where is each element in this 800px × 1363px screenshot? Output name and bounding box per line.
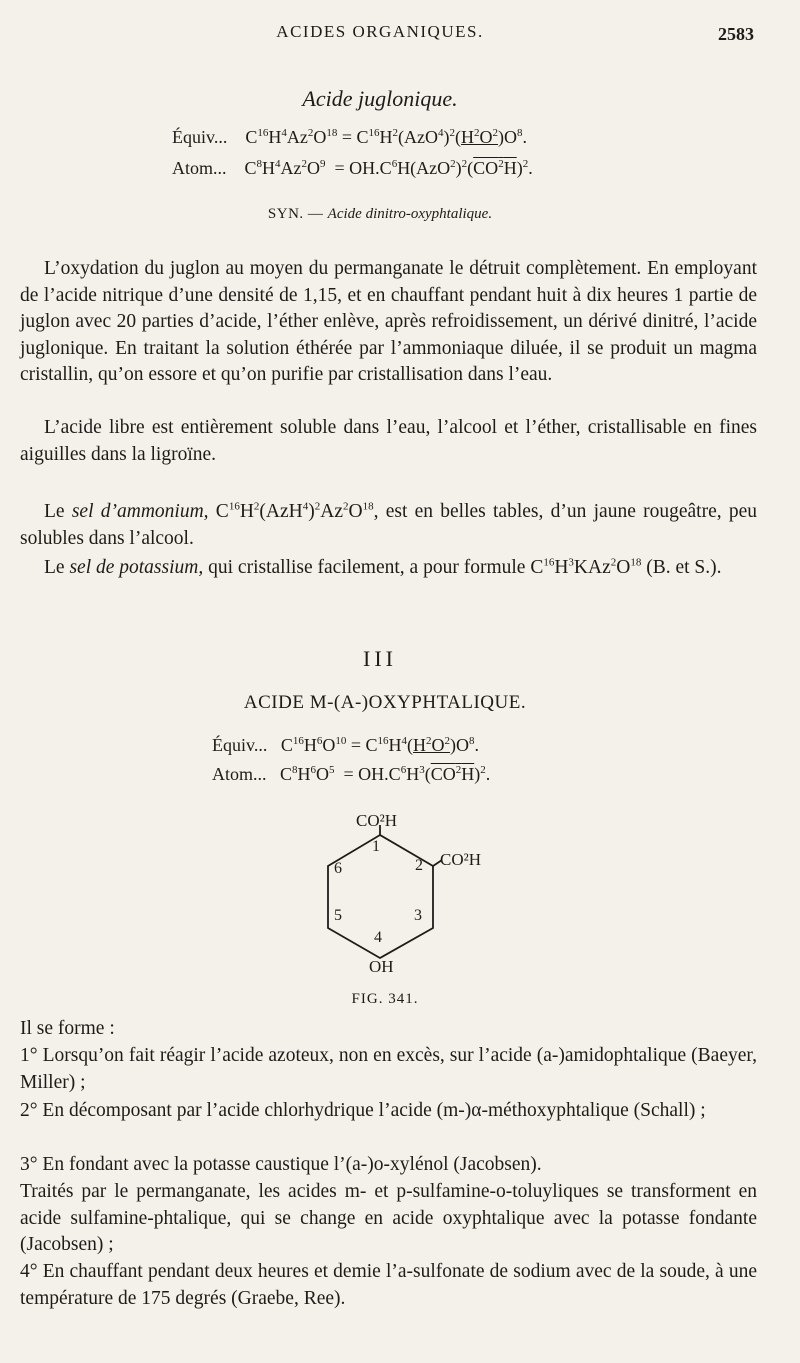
list-item: 4° En chauffant pendant deux heures et demie l’a-sulfonate de sodium avec de la soude, à une température de 175 degrés (Graebe, Ree).	[20, 1261, 757, 1309]
paragraph-oxydation: L’oxydation du juglon au moyen du permanganate le détruit complètement. En employant de l’acide nitrique d’une densité de 1,15, et en chauffant pendant huit à dix heures 1 partie de juglon avec 20 parties d’acide, l’éther enlève, après refroidissement, un dérivé dinitré, l’acide juglonique. En traitant la solution éthérée par l’ammoniaque diluée, il se produit un magma cristallin, qu’on essore et qu’on purifie par cristallisation dans l’eau.	[20, 258, 757, 385]
figure-caption: FIG. 341.	[351, 991, 419, 1007]
term-sel-ammonium: sel d’ammonium,	[71, 501, 209, 522]
list-item: Traités par le permanganate, les acides m- et p-sulfamine-o-toluyliques se transforment en acide sulfamine-phtalique, qui se change en acide oxyphtalique avec la potasse fondante (Jacobsen) ;	[20, 1181, 757, 1255]
equiv-label: Équiv...	[172, 127, 228, 147]
intro-line: Il se forme :	[20, 1018, 115, 1039]
running-head	[0, 22, 800, 48]
benzene-ring	[328, 835, 433, 958]
section-numeral: III	[363, 646, 397, 671]
section-title-oxyphtalique: ACIDE M-(A-)OXYPHTALIQUE.	[243, 692, 527, 713]
paragraph-sel-ammonium: Le sel d’ammonium, $C^{16}H^2(AzH^4)^2Az^2O^{18}$, est en belles tables, d’un jaune rougeâtre, peu solubles dans l’alcool.	[20, 500, 758, 549]
equiv-formula: $C^{16}H^4Az^2O^{18} = C^{16}H^2(AzO^4)^2(H^2O^2)O^8$.	[231, 127, 527, 147]
equiv-formula-row	[172, 127, 527, 148]
equiv-formula-2: $C^{16}H^6O^{10} = C^{16}H^4(H^2O^2)O^8$.	[271, 735, 480, 755]
equiv-formula-row-2	[212, 735, 479, 756]
equiv-label-2: Équiv...	[212, 735, 268, 755]
group-top-co2h: CO²H	[356, 811, 397, 830]
paragraph-sel-potassium: Le sel de potassium, qui cristallise facilement, a pour formule $C^{16}H^3KAz^2O^{18}$ (B. et S.).	[44, 556, 722, 578]
atom-formula-row-2	[212, 764, 490, 785]
atom-formula-2: $C^8H^6O^5 = OH.C^6H^3(CO^2H)^2$.	[271, 764, 491, 784]
list-item: 1° Lorsqu’on fait réagir l’acide azoteux, non en excès, sur l’acide (a-)amidophtalique (Baeyer, Miller) ;	[20, 1045, 757, 1093]
ring-position-6: 6	[334, 860, 342, 877]
synonym-prefix: SYN. —	[267, 206, 324, 222]
synonym-line	[0, 206, 760, 223]
running-title: ACIDES ORGANIQUES.	[276, 22, 484, 41]
term-sel-potassium: sel de potassium,	[69, 557, 204, 578]
list-item: 2° En décomposant par l’acide chlorhydrique l’acide (m-)α-méthoxyphtalique (Schall) ;	[20, 1100, 706, 1121]
section-title-juglonique: Acide juglonique.	[302, 86, 458, 111]
synonym-text: Acide dinitro-oxyphtalique.	[327, 206, 493, 222]
group-bottom-oh: OH	[369, 957, 394, 976]
bond-side-substituent	[433, 860, 442, 866]
ring-position-5: 5	[334, 907, 342, 924]
page-number: 2583	[718, 24, 754, 44]
group-side-co2h: CO²H	[440, 850, 481, 869]
atom-formula-row	[172, 158, 533, 179]
list-item: 3° En fondant avec la potasse caustique l’(a-)o-xylénol (Jacobsen).	[20, 1154, 542, 1175]
ring-position-4: 4	[374, 929, 382, 946]
paragraph-acide-libre: L’acide libre est entièrement soluble dans l’eau, l’alcool et l’éther, cristallisable en fines aiguilles dans la ligroïne.	[20, 417, 757, 465]
atom-label-2: Atom...	[212, 764, 267, 784]
ring-position-3: 3	[414, 907, 422, 924]
atom-label: Atom...	[172, 158, 227, 178]
ring-position-1: 1	[372, 838, 380, 855]
atom-formula: $C^8H^4Az^2O^9 = OH.C^6H(AzO^2)^2(CO^2H)^2$.	[231, 158, 533, 178]
ring-position-2: 2	[415, 857, 423, 874]
